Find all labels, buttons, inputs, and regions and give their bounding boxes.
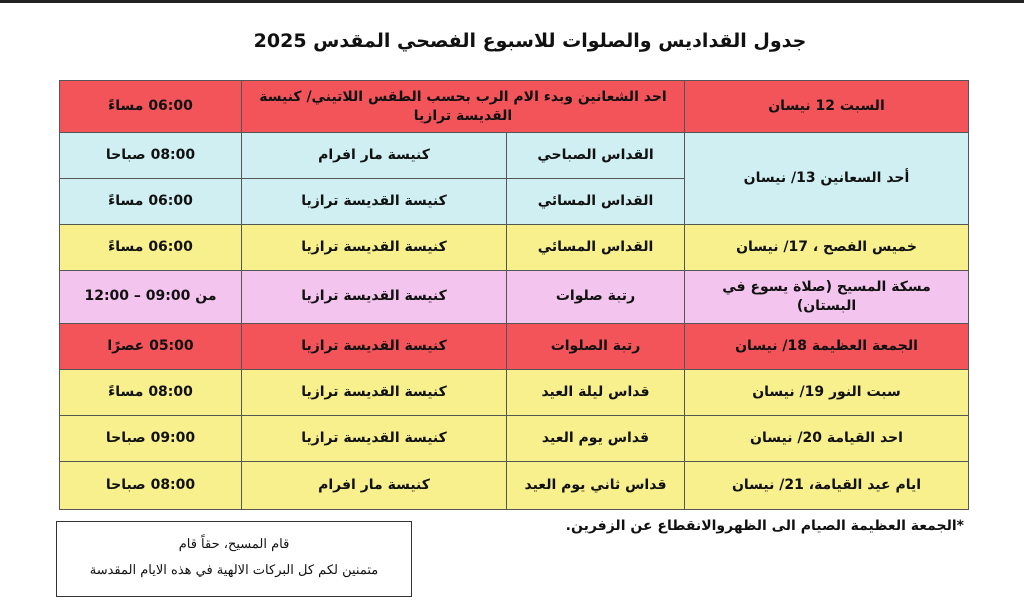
time-cell: 08:00 صباحا xyxy=(60,133,242,179)
place-cell: كنيسة مار افرام xyxy=(242,133,507,179)
table-row xyxy=(60,225,969,271)
table-row xyxy=(60,323,969,369)
page-title: جدول القداديس والصلوات للاسبوع الفصحي المقدس 2025 xyxy=(253,30,807,52)
table-row xyxy=(60,461,969,509)
time-cell: 08:00 صباحا xyxy=(60,461,242,509)
time-cell: 08:00 مساءً xyxy=(60,369,242,415)
schedule-table xyxy=(59,80,969,510)
time-cell: 06:00 مساءً xyxy=(60,225,242,271)
event-cell: قداس ليلة العيد xyxy=(507,369,685,415)
event-cell: احد الشعانين وبدء الام الرب بحسب الطقس اللاتيني/ كنيسة القديسة ترازيا xyxy=(242,81,685,133)
greeting-box xyxy=(56,521,412,597)
time-cell: 06:00 مساءً xyxy=(60,81,242,133)
day-cell: أحد السعانين 13/ نيسان xyxy=(685,133,969,225)
event-cell: قداس ثاني يوم العيد xyxy=(507,461,685,509)
place-cell: كنيسة القديسة ترازيا xyxy=(242,369,507,415)
table-row xyxy=(60,369,969,415)
place-cell: كنيسة مار افرام xyxy=(242,461,507,509)
place-cell: كنيسة القديسة ترازيا xyxy=(242,225,507,271)
top-border-line xyxy=(0,0,1024,3)
day-cell: خميس الفصح ، 17/ نيسان xyxy=(685,225,969,271)
time-cell: 09:00 صباحا xyxy=(60,415,242,461)
time-cell: من 09:00 – 12:00 xyxy=(60,271,242,323)
footnote: *الجمعة العظيمة الصيام الى الظهروالانقطاع عن الزفرين. xyxy=(565,518,964,534)
greeting-line-2: متمنين لكم كل البركات الالهية في هذه الايام المقدسة xyxy=(89,563,379,578)
day-cell: سبت النور 19/ نيسان xyxy=(685,369,969,415)
day-cell: الجمعة العظيمة 18/ نيسان xyxy=(685,323,969,369)
table-row xyxy=(60,271,969,323)
event-cell: القداس المسائي xyxy=(507,225,685,271)
event-cell: رتبة الصلوات xyxy=(507,323,685,369)
place-cell: كنيسة القديسة ترازيا xyxy=(242,271,507,323)
place-cell: كنيسة القديسة ترازيا xyxy=(242,415,507,461)
event-cell: القداس المسائي xyxy=(507,179,685,225)
place-cell: كنيسة القديسة ترازيا xyxy=(242,323,507,369)
table-row xyxy=(60,415,969,461)
time-cell: 06:00 مساءً xyxy=(60,179,242,225)
table-row xyxy=(60,81,969,133)
place-cell: كنيسة القديسة ترازيا xyxy=(242,179,507,225)
table-row xyxy=(60,133,969,179)
day-cell: السبت 12 نيسان xyxy=(685,81,969,133)
event-cell: القداس الصباحي xyxy=(507,133,685,179)
day-cell: ايام عيد القيامة، 21/ نيسان xyxy=(685,461,969,509)
event-cell: رتبة صلوات xyxy=(507,271,685,323)
time-cell: 05:00 عصرًا xyxy=(60,323,242,369)
day-cell: احد القيامة 20/ نيسان xyxy=(685,415,969,461)
greeting-line-1: قام المسيح، حقاً قام xyxy=(178,537,290,552)
day-cell: مسكة المسيح (صلاة يسوع في البستان) xyxy=(685,271,969,323)
event-cell: قداس يوم العيد xyxy=(507,415,685,461)
